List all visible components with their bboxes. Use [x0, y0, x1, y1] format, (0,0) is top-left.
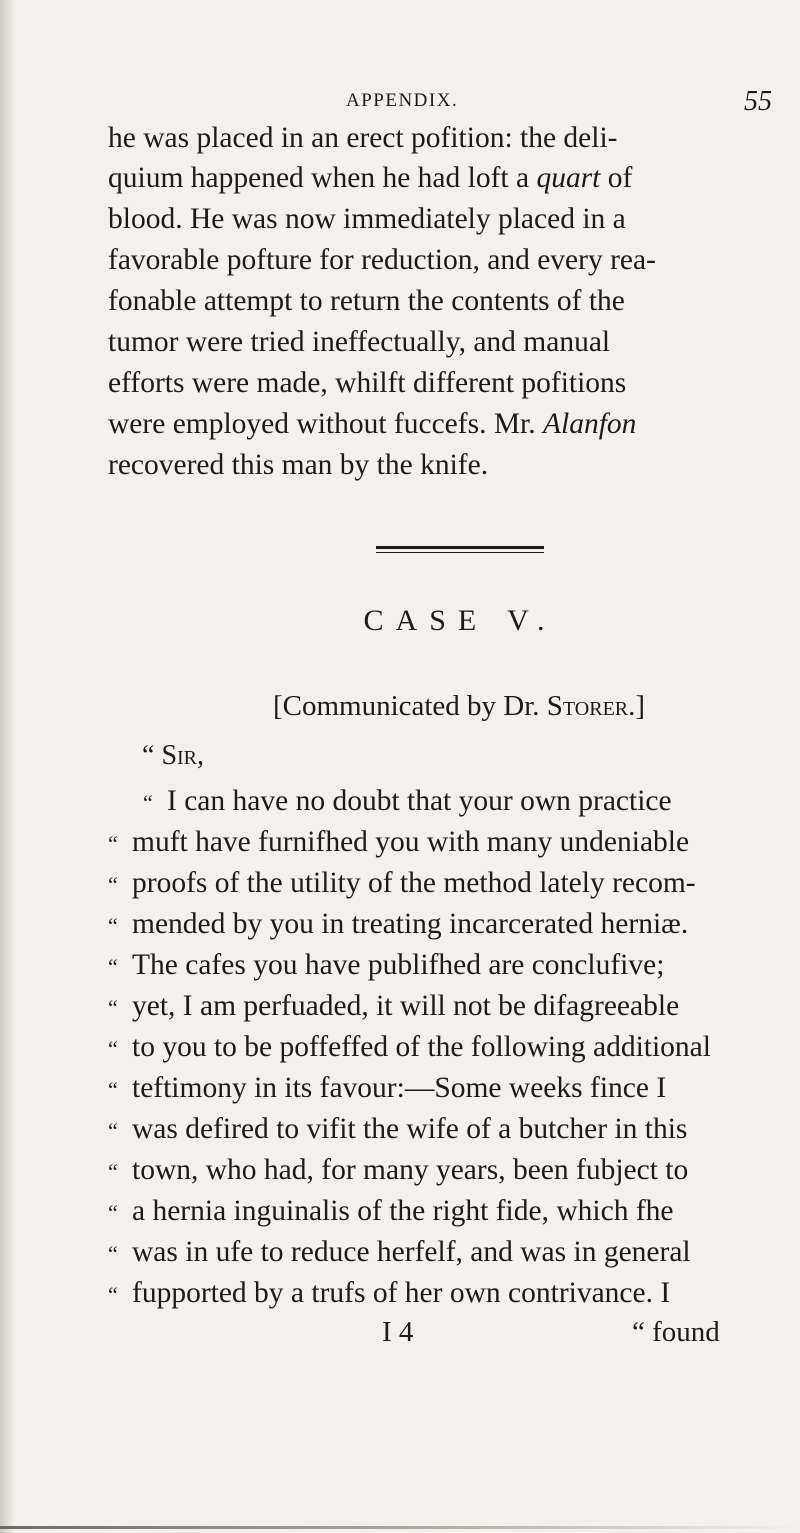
text-line: fonable attempt to return the contents of the	[108, 285, 625, 317]
text-line: recovered this man by the knife.	[108, 449, 489, 481]
text-line: were employed without fuccefs. Mr. Alanfon	[108, 408, 637, 440]
text-line: quium happened when he had loft a quart of	[108, 162, 633, 194]
quote-mark: “	[142, 740, 155, 771]
italic-word: quart	[536, 162, 601, 194]
catchword: “ found	[632, 1316, 720, 1348]
text-line: “ The cafes you have publifhed are conclufive;	[108, 949, 665, 981]
signature-mark: I 4	[382, 1316, 414, 1348]
text-line: “ a hernia inguinalis of the right fide, which fhe	[108, 1195, 674, 1227]
text-line: he was placed in an erect pofition: the deli-	[108, 122, 618, 154]
communicated-line: [Communicated by Dr. Storer.]	[272, 690, 646, 722]
italic-name: Alanfon	[543, 408, 637, 440]
running-head-title: APPENDIX.	[346, 90, 459, 111]
salutation: “ Sir,	[142, 740, 205, 771]
page-number: 55	[744, 86, 772, 117]
text-line: “ muft have furnifhed you with many undeniable	[108, 826, 690, 858]
text-line: “ proofs of the utility of the method lately recom-	[108, 867, 696, 899]
text-line: “ was in ufe to reduce herfelf, and was in general	[108, 1236, 691, 1268]
text-line: “ to you to be poffeffed of the following additional	[108, 1031, 711, 1063]
text-line: blood. He was now immediately placed in a	[108, 203, 626, 235]
binding-shadow	[0, 0, 16, 1533]
text-line: “ town, who had, for many years, been fubject to	[108, 1154, 689, 1186]
section-divider	[376, 546, 544, 553]
text-line: tumor were tried ineffectually, and manual	[108, 326, 611, 358]
text-line: “ teftimony in its favour:—Some weeks fince I	[108, 1072, 667, 1104]
text-line: “ mended by you in treating incarcerated herniæ.	[108, 908, 689, 940]
running-head	[0, 86, 800, 120]
page-bottom-edge	[0, 1526, 800, 1529]
text-line: “ yet, I am perfuaded, it will not be difagreeable	[108, 990, 680, 1022]
text-line: “ I can have no doubt that your own practice	[143, 785, 672, 817]
case-heading: CASE V.	[363, 604, 557, 637]
text-line: “ fupported by a trufs of her own contrivance. I	[108, 1277, 671, 1309]
text-line: “ was defired to vifit the wife of a butcher in this	[108, 1113, 688, 1145]
text-line: favorable pofture for reduction, and every rea-	[108, 244, 656, 276]
author-name: Storer	[546, 690, 629, 722]
text-line: efforts were made, whilft different pofitions	[108, 367, 627, 399]
